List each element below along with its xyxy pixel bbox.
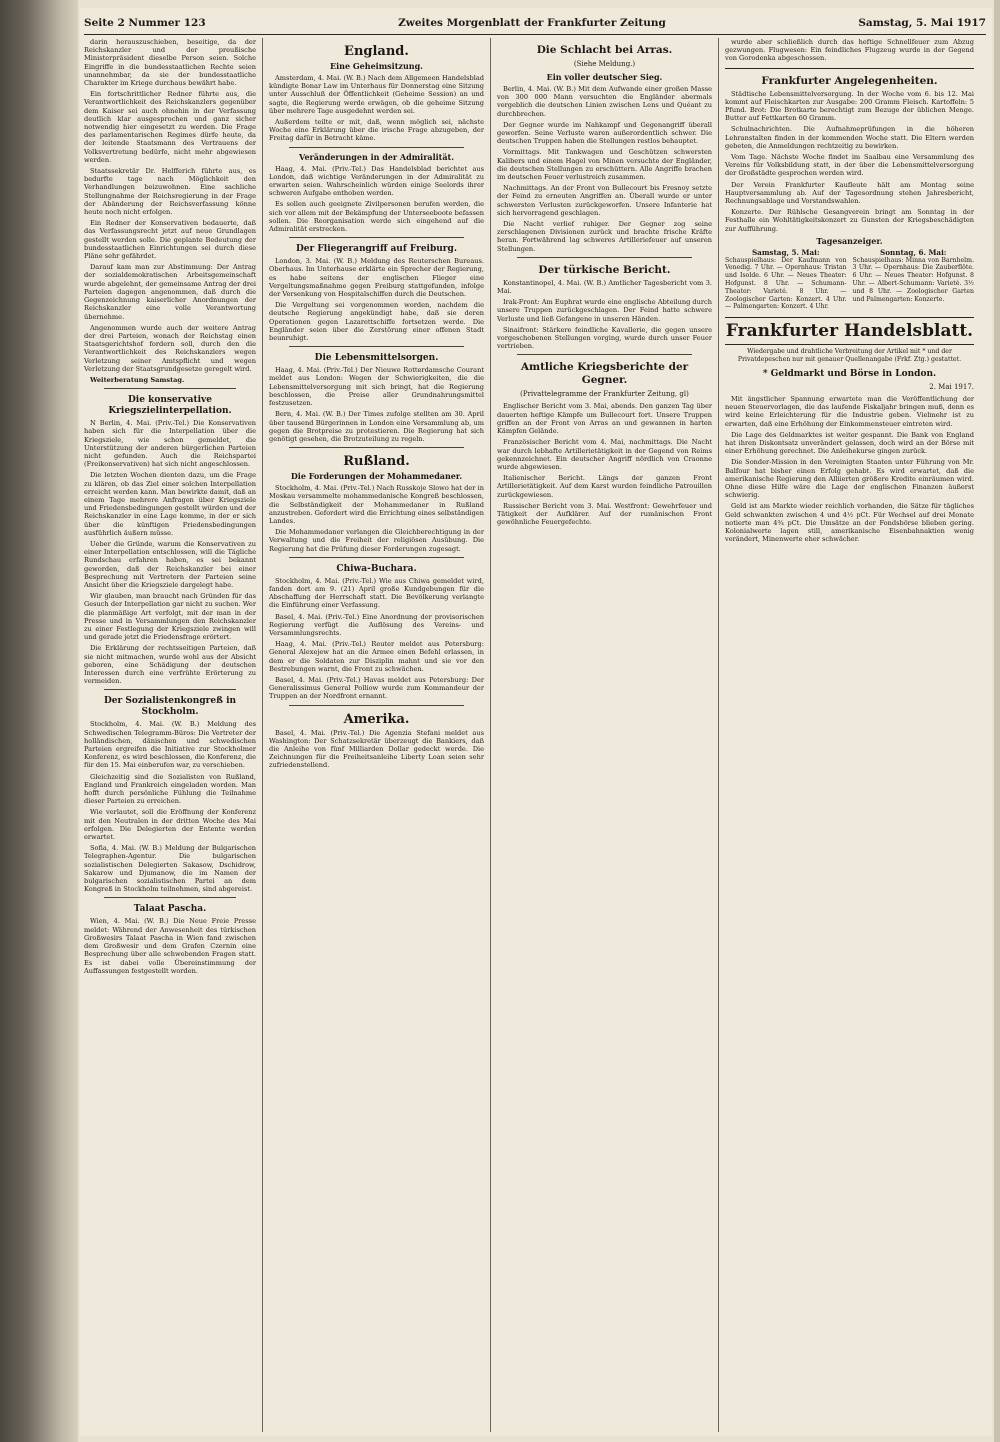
article-text: Englischer Bericht vom 3. Mai, abends. Den ganzen Tag über dauerten heftige Kämpfe um Bullecourt fort. Unsere Truppen griffen an der Front von Arras an und gewannen in harten Kämpfen Gelände. (497, 402, 712, 436)
subheadline: Ein voller deutscher Sieg. (546, 72, 663, 82)
divider (289, 705, 464, 706)
article-text: Haag, 4. Mai. (Priv.-Tel.) Der Nieuwe Rotterdamsche Courant meldet aus London: Wegen der Schwierigkeiten, die die Lebensmittelversorgung mit sich bringt, hat die Regierung beschlossen, die Preise aller Grundnahrungsmittel festzusetzen. (269, 366, 484, 408)
article-text: Wir glauben, man braucht nach Gründen für das Gesuch der Interpellation gar nicht zu suchen. Wer die planmäßige Art verfolgt, mit der man in der Presse und in Versammlungen den Reichskanzler zu einer Festlegung der Kriegsziele zwingen will und gerade jetzt die Friedensfrage erörtert. (84, 592, 256, 642)
issue-date: Samstag, 5. Mai 1917 (858, 17, 986, 29)
section-masthead: Frankfurter Handelsblatt. (725, 317, 974, 345)
article-text: Die Erklärung der rechtsseitigen Parteien, daß sie nicht mitmachen, wurde wohl aus der Absicht geboren, eine Schädigung der deutschen Interessen durch eine verfrühte Erörterung zu vermeiden. (84, 644, 256, 686)
headline: Amerika. (343, 711, 410, 727)
article-text: Konzerte. Der Rühlsche Gesangverein bringt am Sonntag in der Festhalle ein Wohltätigkeitskonzert zu Gunsten der Kriegsbeschädigten zur Aufführung. (725, 208, 974, 233)
article-text: Amsterdam, 4. Mai. (W. B.) Nach dem Allgemeen Handelsblad kündigte Bonar Law im Unterhaus für Donnerstag eine Sitzung unter Ausschluß der Öffentlichkeit (Geheime Session) an und sagte, die Regierung werde erwägen, ob die geheime Sitzung über mehrere Tage ausgedehnt werden sei. (269, 74, 484, 115)
article-text: Stockholm, 4. Mai. (W. B.) Meldung des Schwedischen Telegramm-Büros: Die Vertreter der holländischen, dänischen und schwedischen Parteien ergreifen die Initiative zur Stockholmer Konferenz, es wird beschlossen, die Konferenz, die für den 15. Mai einberufen war, zu verschieben. (84, 720, 256, 770)
article-text: Basel, 4. Mai. (Priv.-Tel.) Eine Anordnung der provisorischen Regierung verfügt die Auflösung des Vereins- und Versammlungsrechts. (269, 612, 484, 637)
listing-day: Samstag, 5. Mai: (751, 247, 820, 257)
running-header (84, 12, 986, 35)
headline: Die konservative Kriegszielinterpellation. (108, 395, 232, 417)
article-text: Ueber die Gründe, warum die Konservativen zu einer Interpellation entschlossen, will die Tägliche Rundschau erfahren haben, es sei bekannt geworden, daß der Reichskanzler bei einer Besprechung mit Vertretern der Parteien seine Ansicht über die Kriegsziele dargelegt habe. (84, 539, 256, 589)
article-text: Französischer Bericht vom 4. Mai, nachmittags. Die Nacht war durch lebhafte Artillerietätigkeit in der Gegend von Reims gekennzeichnet. Ein deutscher Angriff nördlich von Craonne wurde abgewiesen. (497, 438, 712, 471)
dateline: 2. Mai 1917. (929, 383, 974, 392)
headline: Amtliche Kriegsberichte der Gegner. (520, 361, 689, 387)
newspaper-page (80, 8, 992, 1436)
divider (289, 346, 464, 347)
headline: Die Schlacht bei Arras. (536, 44, 673, 56)
article-text: Basel, 4. Mai. (Priv.-Tel.) Havas meldet aus Petersburg: Der Generalissimus General Polliow wurde zum Kommandeur der Truppen an der Nordfront ernannt. (269, 675, 484, 701)
article-text: Haag, 4. Mai. (Priv.-Tel.) Das Handelsblad berichtet aus London, daß wichtige Veränderungen in der Admiralität zu erwarten seien. Wahrscheinlich würden einige Seelords ihrer schweren Aufgabe enthoben werden. (269, 164, 484, 198)
article-text: Die Nacht verlief ruhiger. Der Gegner zog seine zerschlagenen Divisionen zurück und brachte frische Kräfte heran. Fortwährend lag schweres Artilleriefeuer auf unseren Stellungen. (497, 220, 712, 253)
article-text: Ein fortschrittlicher Redner führte aus, die Verantwortlichkeit des Reichskanzlers gegenüber dem Kaiser sei auch ohnehin in der Verfassung deutlich klar ausgesprochen und ganz sicher notwendig hier eingesetzt zu werden. Die Frage des parlamentarischen Regimes dürfe heute, da der leitende Staatsmann des Vertrauens der Volksvertretung bedürfe, nicht mehr abgewiesen werden. (84, 90, 256, 164)
article-text: London, 3. Mai. (W. B.) Meldung des Reuterschen Bureaus. Oberhaus. Im Unterhause erklärte ein Sprecher der Regierung, es habe seitens der englischen Flieger eine Vergeltungsmaßnahme gegen Freiburg stattgefunden, infolge der Versenkung von Hospitalschiffen durch die Deutschen. (269, 257, 484, 299)
listing-day: Sonntag, 6. Mai: (880, 247, 947, 257)
headline: * Geldmarkt und Börse in London. (762, 369, 937, 380)
article-text: Nachmittags. An der Front von Bullecourt bis Fresnoy setzte der Feind zu erneuten Angriffen an. Überall wurde er unter schwersten Verlusten zurückgeworfen. Unsere Infanterie hat sich hervorragend geschlagen. (497, 184, 712, 217)
article-text: Die Mohammedaner verlangen die Gleichberechtigung in der Verwaltung und die Freiheit der religiösen Ausübung. Die Regierung hat die Prüfung dieser Forderungen zugesagt. (269, 528, 484, 553)
article-text: Sinaifront: Stärkere feindliche Kavallerie, die gegen unsere vorgeschobenen Stellungen vorging, wurde durch unser Feuer vertrieben. (497, 325, 712, 351)
article-text: Bern, 4. Mai. (W. B.) Der Times zufolge stellten am 30. April über tausend Bürgerinnen in London eine Versammlung ab, um gegen die Brotpreise zu protestieren. Die Regierung hat sich genötigt gesehen, die Brotzuteilung zu regeln. (269, 410, 484, 443)
divider (517, 354, 692, 355)
subheadline: Veränderungen in der Admiralität. (298, 151, 455, 162)
divider (517, 257, 692, 258)
article-text: Russischer Bericht vom 3. Mai. Westfront: Gewehrfeuer und Tätigkeit der Aufklärer. Auf der rumänischen Front gewöhnliche Feuergefechte. (497, 501, 712, 527)
columns (84, 38, 986, 1432)
listing-saturday (725, 249, 847, 311)
article-text: Darauf kam man zur Abstimmung: Der Antrag der sozialdemokratischen Arbeitsgemeinschaft wurde abgelehnt, der gemeinsame Antrag der drei Parteien dagegen angenommen, daß durch die Gegenzeichnung kaiserlicher Anordnungen der Reichskanzler eine volle Verantwortung übernehme. (84, 263, 256, 321)
binding-gutter (0, 0, 78, 1442)
column-3 (490, 38, 718, 1432)
headline: England. (344, 44, 409, 59)
article-text: Konstantinopel, 4. Mai. (W. B.) Amtlicher Tagesbericht vom 3. Mai. (497, 278, 712, 296)
article-text: wurde aber schließlich durch das heftige Schnellfeuer zum Abzug gezwungen. Flugwesen: Ein feindliches Flugzeug wurde in der Gegend von Gorodenka abgeschossen. (725, 38, 974, 63)
headline: Der türkische Bericht. (538, 263, 671, 276)
article-text: Angenommen wurde auch der weitere Antrag der drei Parteien, wonach der Reichstag einen Staatsgerichtshof fordern soll, durch den die Verantwortlichkeit des Reichskanzlers wegen Verletzung seiner Amtspflicht und wegen Verletzung der Staatsgrundgesetze geregelt wird. (84, 323, 256, 373)
article-text: darin herauszuschieben, beseitige, da der Reichskanzler und der preußische Ministerpräsident dieselbe Person seien. Solche Eingriffe in die bundesstaatlichen Rechte seien unannehmbar, da sie der bundesstaatliche Charakter im Kriege durchaus bewährt habe. (84, 38, 256, 88)
subheadline: Die Forderungen der Mohammedaner. (290, 471, 463, 482)
article-text: Vom Tage. Nächste Woche findet im Saalbau eine Versammlung des Vereins für Volksbildung statt, in der über die Lebensmittelversorgung der Großstädte gesprochen werden wird. (725, 153, 974, 178)
column-4 (718, 38, 980, 1432)
divider (289, 447, 464, 448)
listing-text: Schauspielhaus: Der Kaufmann von Venedig. 7 Uhr. — Opernhaus: Tristan und Isolde. 6 Uhr. — Neues Theater: Hofgunst. 8 Uhr. — Schumann-Theater: Varieté. 8 Uhr. — Zoologischer Garten: Konzert. 4 Uhr. — Palmengarten: Konzert. 4 Uhr. (725, 256, 847, 311)
page-edge (994, 0, 1000, 1442)
article-text: Wie verlautet, soll die Eröffnung der Konferenz mit den Neutralen in der dritten Woche des Mai erfolgen. Die Delegierten der Entente werden erwartet. (84, 808, 256, 842)
article-text: Die letzten Wochen dienten dazu, um die Frage zu klären, ob das Ziel einer solchen Interpellation erreicht werden kann. Man bewirkte damit, daß an einem Tage mehrere Anfragen über Kriegsziele und Friedensbedingungen gestellt würden und der Reichskanzler in eine Lage komme, in der er sich über die künftigen Friedensbedingungen ausführlich äußern müsse. (84, 471, 256, 537)
article-text: Ein Redner der Konservativen bedauerte, daß das Verfassungsrecht jetzt auf neue Grundlagen gestellt werden solle. Die geplante Bedeutung der bundesstaatlichen Einrichtungen sei durch diese Pläne sehr gefährdet. (84, 219, 256, 261)
divider (289, 147, 464, 148)
headline: Der Sozialistenkongreß in Stockholm. (103, 696, 237, 718)
article-text: Irak-Front: Am Euphrat wurde eine englische Abteilung durch unsere Truppen zurückgeschlagen. Der Feind hatte schwere Verluste und ließ Gefangene in unseren Händen. (497, 298, 712, 323)
article-text: Vormittags. Mit Tankwagen und Geschützen schwersten Kalibers und einem Hagel von Minen versuchte der Engländer, die deutschen Stellungen zu erschüttern. Alle Angriffe brachen im deutschen Feuer verlustreich zusammen. (497, 148, 712, 182)
listings-heading: Tagesanzeiger. (816, 235, 883, 246)
edition-title: Zweites Morgenblatt der Frankfurter Zeitung (398, 17, 666, 29)
headline: Chiwa-Buchara. (336, 563, 417, 574)
article-text: Schulnachrichten. Die Aufnahmeprüfungen in die höheren Lehranstalten finden in der kommenden Woche statt. Die Eltern werden gebeten, die Anmeldungen rechtzeitig zu bewirken. (725, 125, 974, 150)
article-text: Städtische Lebensmittelversorgung. In der Woche vom 6. bis 12. Mai kommt auf Fleischkarten zur Ausgabe: 200 Gramm Fleisch. Kartoffeln: 5 Pfund. Brot: Die Brotkarte berechtigt zum Bezuge der üblichen Menge. Butter auf Fettkarten 60 Gramm. (725, 89, 974, 123)
article-text: Basel, 4. Mai. (Priv.-Tel.) Die Agenzia Stefani meldet aus Washington: Der Schatzsekretär überzeugt die Bankiers, daß die Anleihe von fünf Milliarden Dollar gedeckt werde. Die Zeichnungen für die Freiheitsanleihe Liberty Loan seien sehr zufriedenstellend. (269, 728, 484, 770)
divider (104, 897, 236, 898)
divider (725, 68, 974, 69)
masthead-note: Wiedergabe und drahtliche Verbreitung der Artikel mit * und der Privatdepeschen nur mit genauer Quellenangabe (Frkf. Ztg.) gestattet. (737, 348, 962, 363)
article-text: N Berlin, 4. Mai. (Priv.-Tel.) Die Konservativen haben sich für die Interpellation über die Kriegsziele, wie schon gemeldet, die Unterstützung der anderen bürgerlichen Parteien nicht gefunden. Auch die Reichspartei (Freikonservativen) hat sich nicht angeschlossen. (84, 419, 256, 469)
article-note: Weiterberatung Samstag. (90, 375, 185, 384)
subheadline: Eine Geheimsitzung. (330, 61, 423, 71)
article-text: Staatssekretär Dr. Helfferich führte aus, es bedurfte tage nach Möglichkeit den Verhandlungen beizuwohnen. Eine sachliche Stellungnahme der Reichsregierung in der Frage der Abänderung der Reichsverfassung könne heute noch nicht erfolgen. (84, 167, 256, 217)
article-text: Wien, 4. Mai. (W. B.) Die Neue Freie Presse meldet: Während der Anwesenheit des türkischen Großwesirs Talaat Pascha in Wien fand zwischen dem Großwesir und dem Grafen Czernin eine Besprechung über alle schwebenden Fragen statt. Es ist dabei volle Übereinstimmung der Auffassungen festgestellt worden. (84, 917, 256, 975)
article-text: Haag, 4. Mai. (Priv.-Tel.) Reuter meldet aus Petersburg: General Alexejew hat an die Armee einen Befehl erlassen, in dem er die Soldaten zur Disziplin mahnt und sie vor den Bestrebungen warnt, die Front zu schwächen. (269, 640, 484, 673)
event-listings (725, 249, 974, 311)
headline: Die Lebensmittelsorgen. (314, 353, 439, 364)
divider (289, 237, 464, 238)
article-text: Die Vergeltung sei vorgenommen worden, nachdem die deutsche Regierung angekündigt habe, daß sie deren Operationen gegen Lazarettschiffe fortsetzen werde. Die Engländer seien über die Zerstörung einer offenen Stadt beunruhigt. (269, 301, 484, 343)
column-2 (262, 38, 490, 1432)
article-text: Es sollen auch geeignete Zivilpersonen berufen werden, die sich vor allem mit der Bekämpfung der Unterseeboote befassen sollen. Die Reorganisation werde sich eingehend auf die Admiralität erstrecken. (269, 200, 484, 234)
subheadline: (Siehe Meldung.) (573, 60, 636, 68)
page-number: Seite 2 Nummer 123 (84, 17, 206, 29)
article-text: Die Sonder-Mission in den Vereinigten Staaten unter Führung von Mr. Balfour hat bisher einen Erfolg gehabt. Es wird erwartet, daß die amerikanische Regierung den Alliierten größere Kredite einräumen wird. Ohne diese Hilfe wäre die Lage der englischen Finanzen äußerst schwierig. (725, 458, 974, 500)
article-text: Geld ist am Markte wieder reichlich vorhanden, die Sätze für tägliches Geld schwankten zwischen 4 und 4½ pCt. Für Wechsel auf drei Monate notierte man 4¾ pCt. Die Umsätze an der Fondsbörse blieben gering. Kolonialwerte lagen still, amerikanische Eisenbahnaktien wenig verändert, Minenwerte eher schwächer. (725, 502, 974, 544)
headline: Rußland. (343, 454, 410, 470)
subheadline: (Privattelegramme der Frankfurter Zeitung, gl) (520, 390, 689, 399)
article-text: Der Verein Frankfurter Kaufleute hält am Montag seine Hauptversammlung ab. Auf der Tagesordnung stehen Jahresbericht, Rechnungsablage und Vorstandswahlen. (725, 180, 974, 206)
article-text: Mit ängstlicher Spannung erwartete man die Veröffentlichung der neuen Steuervorlagen, die das laufende Fiskaljahr bringen muß, denn es wird keine Erleichterung für die Industrie geben. Vielmehr ist zu erwarten, daß eine Erhöhung der Einkommensteuer eintreten wird. (725, 395, 974, 428)
column-1 (84, 38, 262, 1432)
headline: Der Fliegerangriff auf Freiburg. (296, 244, 457, 255)
divider (104, 388, 236, 389)
listing-sunday (853, 249, 975, 311)
divider (289, 557, 464, 558)
article-text: Stockholm, 4. Mai. (Priv.-Tel.) Nach Russkoje Slowo hat der in Moskau versammelte mohammedanische Kongreß beschlossen, die Selbständigkeit der Mohammedaner in Rußland anzustreben. Gefordert wird die Errichtung eines selbständigen Landes. (269, 484, 484, 525)
article-text: Gleichzeitig sind die Sozialisten von Rußland, England und Frankreich eingeladen worden. Man hofft durch persönliche Fühlung die Teilnahme dieser Parteien zu erreichen. (84, 772, 256, 806)
listing-text: Schauspielhaus: Minna von Barnhelm. 3 Uhr. — Opernhaus: Die Zauberflöte. 6 Uhr. — Neues Theater: Hofgunst. 8 Uhr. — Albert-Schumann: Varieté. 3½ und 8 Uhr. — Zoologischer Garten und Palmengarten: Konzerte. (852, 256, 974, 303)
article-text: Der Gegner wurde im Nahkampf und Gegenangriff überall geworfen. Seine Verluste waren außerordentlich schwer. Die deutschen Truppen haben die Stellungen restlos behauptet. (497, 120, 712, 146)
article-text: Die Lage des Geldmarktes ist weiter gespannt. Die Bank von England hat ihren Diskontsatz unverändert gelassen, doch wird an der Börse mit einer Erhöhung gerechnet. Die Anleihekurse gingen zurück. (725, 430, 974, 456)
article-text: Sofia, 4. Mai. (W. B.) Meldung der Bulgarischen Telegraphen-Agentur. Die bulgarischen sozialistischen Delegierten Sakasow, Dschidrow, Sakarow und Djumanow, die im Namen der bulgarischen sozialistischen Partei an dem Kongreß in Stockholm teilnehmen, sind abgereist. (84, 844, 256, 894)
section-headline: Frankfurter Angelegenheiten. (761, 74, 938, 87)
divider (104, 689, 236, 690)
article-text: Stockholm, 4. Mai. (Priv.-Tel.) Wie aus Chiwa gemeldet wird, fanden dort am 9. (21) April große Kundgebungen für die Abschaffung der Herrschaft statt. Die Bevölkerung verlangte die Einführung einer Verfassung. (269, 576, 484, 610)
headline: Talaat Pascha. (133, 904, 207, 915)
article-text: Berlin, 4. Mai. (W. B.) Mit dem Aufwande einer großen Masse von 300 000 Mann versuchten die Engländer abermals vergeblich die deutschen Linien zwischen Lens und Quéant zu durchbrechen. (497, 85, 712, 118)
article-text: Außerdem teilte er mit, daß, wenn möglich sei, nächste Woche eine Erklärung über die irische Frage abzugeben, der Freitag dafür in Betracht käme. (269, 118, 484, 143)
article-text: Italienischer Bericht. Längs der ganzen Front Artillerietätigkeit. Auf dem Karst wurden feindliche Patrouillen zurückgewiesen. (497, 474, 712, 499)
